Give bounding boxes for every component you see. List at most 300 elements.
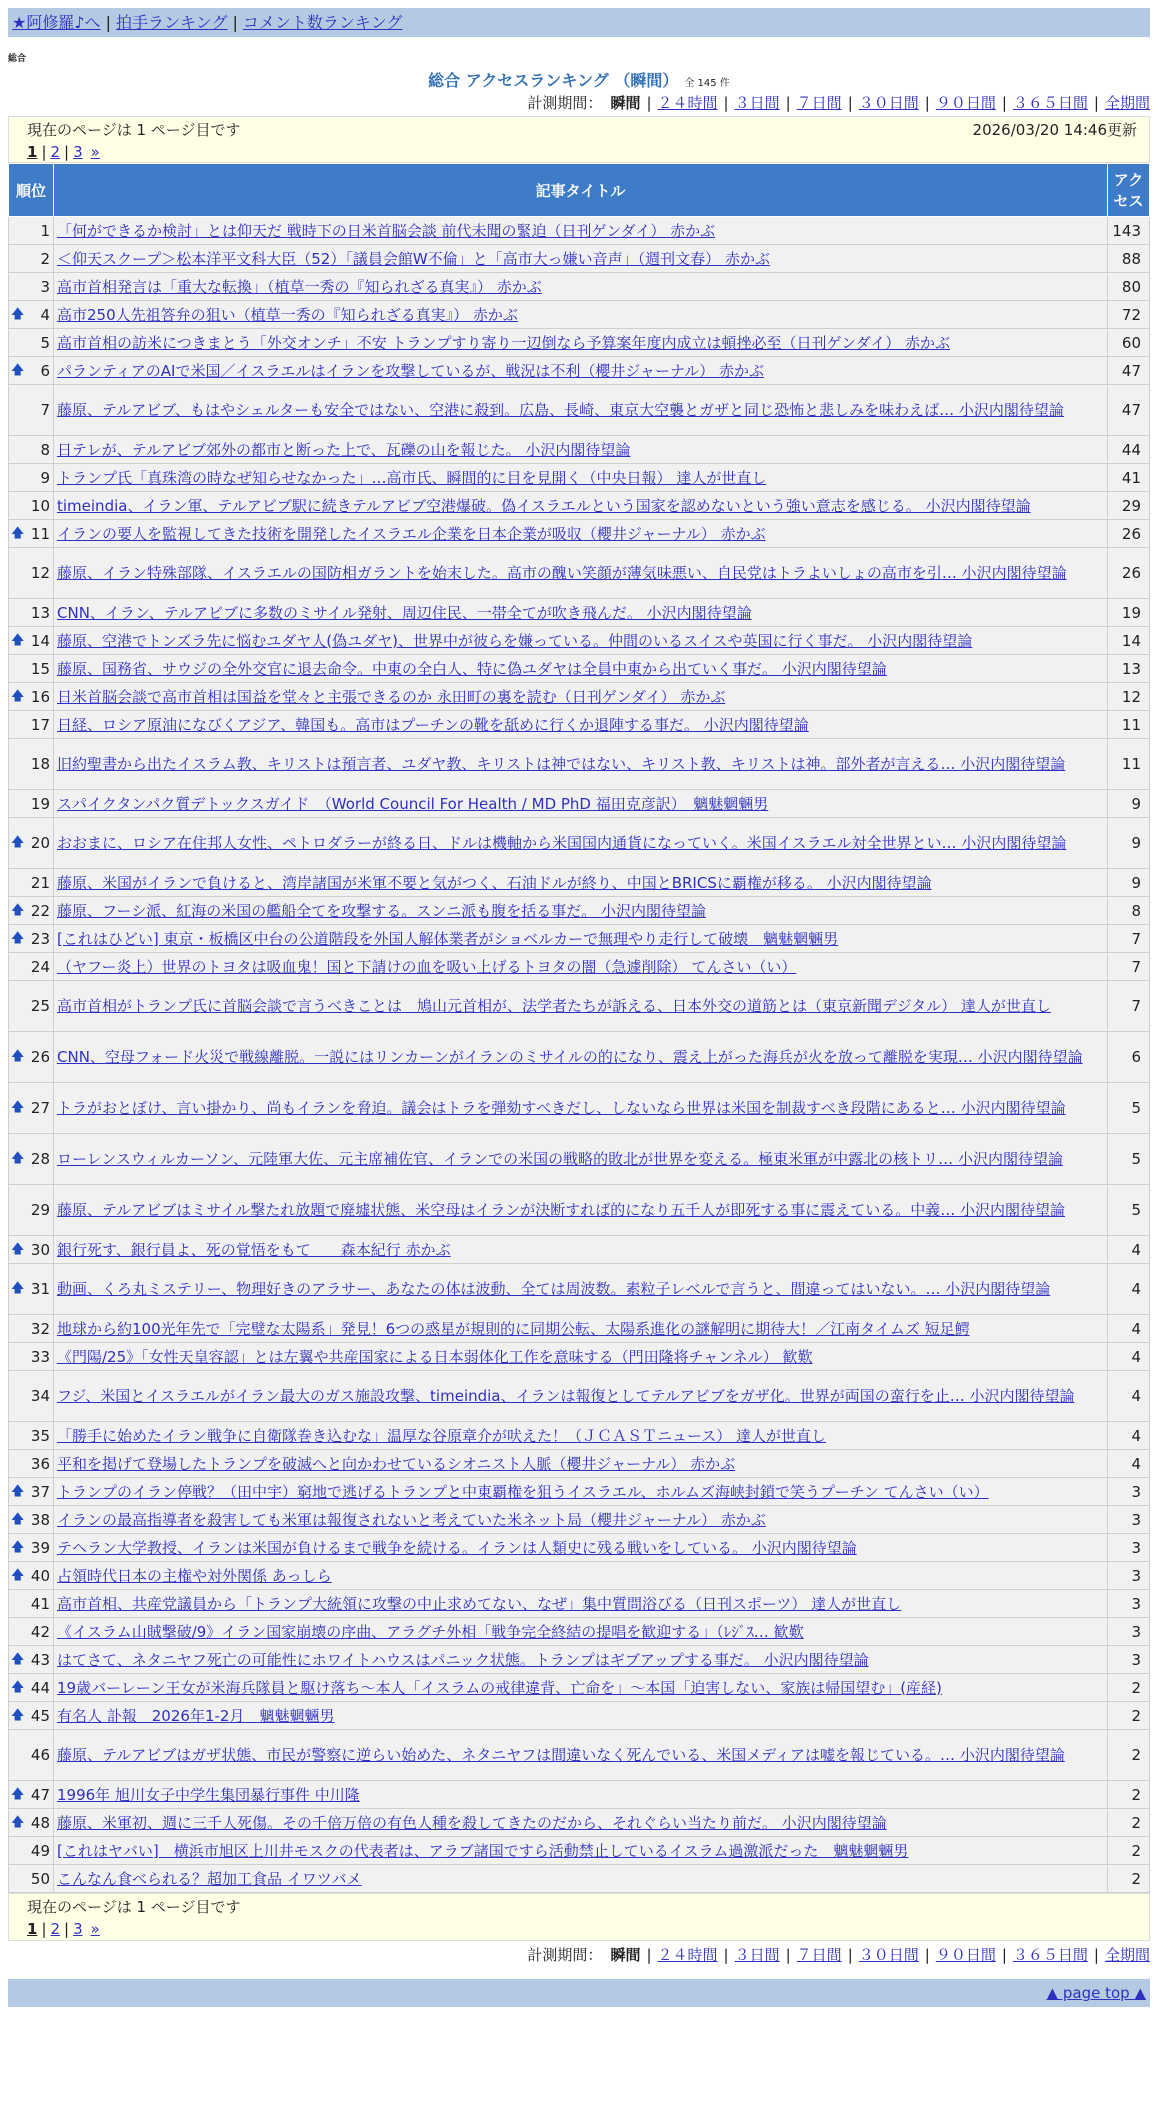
article-title-link[interactable]: ＜仰天スクープ＞松本洋平文科大臣（52）「議員会館W不倫」と「高市大っ嫌い音声」（週刊文春） 赤かぶ [57, 249, 770, 268]
rank-number: 19 [30, 794, 50, 813]
table-row [9, 520, 1150, 548]
article-title-link[interactable]: おおまに、ロシア在住邦人女性、ペトロダラーが終る日、ドルは機軸から米国国内通貨になっていく。米国イスラエル対全世界とい… 小沢内閣待望論 [57, 834, 1067, 852]
access-count: 29 [1108, 492, 1150, 520]
period-24h-link[interactable]: ２４時間 [657, 1946, 718, 1964]
rank-up-arrow-icon: 🡅 [11, 1567, 25, 1583]
access-count: 3 [1108, 1478, 1150, 1506]
rank-cell [9, 790, 54, 818]
article-title-link[interactable]: CNN、空母フォード火災で戦線離脱。一説にはリンカーンがイランのミサイルの的になり、震え上がった海兵が火を放って離脱を実現… 小沢内閣待望論 [57, 1048, 1083, 1066]
rank-cell [9, 1371, 54, 1422]
title-cell [54, 1590, 1108, 1618]
access-count: 3 [1108, 1590, 1150, 1618]
access-count: 44 [1108, 436, 1150, 464]
rank-cell [9, 357, 54, 385]
rank-cell [9, 1450, 54, 1478]
article-title-link[interactable]: 藤原、テルアビブはミサイル撃たれ放題で廃墟状態、米空母はイランが決断すれば的になり五千人が即死する事に震えている。中義… 小沢内閣待望論 [57, 1201, 1065, 1219]
article-title-link[interactable]: 藤原、空港でトンズラ先に悩むユダヤ人(偽ユダヤ)、世界中が彼らを嫌っている。仲間のいるスイスや英国に行く事だ。 小沢内閣待望論 [57, 631, 973, 650]
table-row [9, 953, 1150, 981]
rank-cell [9, 897, 54, 925]
table-row [9, 1506, 1150, 1534]
rank-number: 46 [30, 1746, 50, 1764]
table-row [9, 739, 1150, 790]
article-title-link[interactable]: パランティアのAIで米国／イスラエルはイランを攻撃しているが、戦況は不利（櫻井ジャーナル） 赤かぶ [57, 361, 765, 380]
title-cell [54, 1618, 1108, 1646]
title-cell [54, 1032, 1108, 1083]
access-count: 13 [1108, 655, 1150, 683]
rank-up-arrow-icon: 🡅 [11, 1786, 25, 1802]
rank-number: 6 [40, 361, 50, 380]
article-title-link[interactable]: （ヤフー炎上）世界のトヨタは吸血鬼！国と下請けの血を吸い上げるトヨタの闇（急遽削除） てんさい（い） [57, 957, 797, 976]
access-count: 3 [1108, 1506, 1150, 1534]
article-title-link[interactable]: 平和を掲げて登場したトランプを破滅へと向かわせているシオニスト人脈（櫻井ジャーナル） 赤かぶ [57, 1454, 736, 1473]
access-count: 2 [1108, 1674, 1150, 1702]
access-count: 2 [1108, 1702, 1150, 1730]
rank-cell [9, 520, 54, 548]
rank-up-arrow-icon: 🡅 [11, 1539, 25, 1555]
rank-up-arrow-icon: 🡅 [11, 362, 25, 378]
rank-number: 39 [30, 1538, 50, 1557]
rank-cell [9, 655, 54, 683]
period-current: 瞬間 [610, 1946, 641, 1964]
rank-number: 1 [40, 221, 50, 240]
article-title-link[interactable]: トランプのイラン停戦？（田中宇）窮地で逃げるトランプと中東覇権を狙うイスラエル、ホルムズ海峡封鎖で笑うプーチン てんさい（い） [57, 1482, 989, 1501]
access-count: 72 [1108, 301, 1150, 329]
table-row [9, 1315, 1150, 1343]
table-row [9, 385, 1150, 436]
article-title-link[interactable]: 藤原、国務省、サウジの全外交官に退去命令。中東の全白人、特に偽ユダヤは全員中東から出ていく事だ。 小沢内閣待望論 [57, 659, 887, 678]
next-page-link[interactable]: » [90, 1920, 100, 1938]
access-count: 2 [1108, 1809, 1150, 1837]
rank-number: 30 [30, 1240, 50, 1259]
rank-number: 8 [40, 440, 50, 459]
article-title-link[interactable]: トランプ氏「真珠湾の時なぜ知らせなかった」…高市氏、瞬間的に目を見開く（中央日報） 達人が世直し [57, 468, 767, 487]
table-row [9, 1730, 1150, 1781]
title-cell [54, 1236, 1108, 1264]
title-cell [54, 1315, 1108, 1343]
rank-up-arrow-icon: 🡅 [11, 1483, 25, 1499]
article-title-link[interactable]: 藤原、テルアビブ、もはやシェルターも安全ではない、空港に殺到。広島、長崎、東京大空襲とガザと同じ恐怖と悲しみを味わえば… 小沢内閣待望論 [57, 401, 1064, 419]
access-count: 3 [1108, 1534, 1150, 1562]
rank-number: 42 [30, 1622, 50, 1641]
table-row [9, 981, 1150, 1032]
article-title-link[interactable]: 19歳バーレーン王女が米海兵隊員と駆け落ち～本人「イスラムの戒律違背、亡命を」～本国「迫害しない、家族は帰国望む」(産経) [57, 1678, 942, 1697]
access-count: 47 [1108, 357, 1150, 385]
access-count: 88 [1108, 245, 1150, 273]
rank-number: 20 [30, 834, 50, 852]
rank-number: 16 [30, 687, 50, 706]
ranking-table [8, 163, 1150, 1893]
title-cell [54, 1646, 1108, 1674]
rank-up-arrow-icon: 🡅 [11, 930, 25, 946]
rank-cell [9, 627, 54, 655]
column-header-rank: 順位 [9, 164, 54, 217]
title-cell [54, 1134, 1108, 1185]
title-cell [54, 1506, 1108, 1534]
access-count: 4 [1108, 1450, 1150, 1478]
article-title-link[interactable]: フジ、米国とイスラエルがイラン最大のガス施設攻撃、timeindia、イランは報復としてテルアビブをガザ化。世界が両国の蛮行を止… 小沢内閣待望論 [57, 1387, 1075, 1405]
article-title-link[interactable]: こんなん食べられる？超加工食品 イワツバメ [57, 1869, 362, 1888]
period-current: 瞬間 [610, 94, 641, 112]
rank-number: 3 [40, 277, 50, 296]
period-365d-link[interactable]: ３６５日間 [1012, 94, 1088, 112]
category-label: 総合 [8, 54, 27, 64]
rank-number: 23 [30, 929, 50, 948]
rank-number: 35 [30, 1426, 50, 1445]
period-label: 計測期間： [527, 1946, 603, 1964]
table-row [9, 1032, 1150, 1083]
article-title-link[interactable]: 高市首相がトランプ氏に首脳会談で言うべきことは 鳩山元首相が、法学者たちが訴える、日本外交の道筋とは（東京新聞デジタル） 達人が世直し [57, 997, 1051, 1015]
title-cell [54, 1674, 1108, 1702]
title-cell [54, 1730, 1108, 1781]
period-7d-link[interactable]: ７日間 [796, 1946, 842, 1964]
table-row [9, 1809, 1150, 1837]
rank-cell [9, 1781, 54, 1809]
page-link-2[interactable]: 2 [50, 1920, 61, 1938]
access-count: 2 [1108, 1837, 1150, 1865]
rank-cell [9, 1478, 54, 1506]
access-count: 11 [1108, 739, 1150, 790]
article-title-link[interactable]: ローレンスウィルカーソン、元陸軍大佐、元主席補佐官、イランでの米国の戦略的敗北が世界を変える。極東米軍が中露北の核トリ… 小沢内閣待望論 [57, 1150, 1063, 1168]
article-title-link[interactable]: 藤原、米軍初、週に三千人死傷。その千倍万倍の有色人種を殺してきたのだから、それぐらい当たり前だ。 小沢内閣待望論 [57, 1813, 887, 1832]
rank-number: 29 [30, 1201, 50, 1219]
title-cell [54, 1422, 1108, 1450]
page-top-link[interactable]: ▲ page top ▲ [1046, 1984, 1146, 2002]
title-cell [54, 1837, 1108, 1865]
rank-cell [9, 1730, 54, 1781]
rank-cell [9, 548, 54, 599]
title-cell [54, 357, 1108, 385]
article-title-link[interactable]: 高市首相、共産党議員から「トランプ大統領に攻撃の中止求めてない、なぜ」集中質問浴びる（日刊スポーツ） 達人が世直し [57, 1594, 902, 1613]
title-cell [54, 273, 1108, 301]
rank-number: 14 [30, 631, 50, 650]
rank-up-arrow-icon: 🡅 [11, 1511, 25, 1527]
title-cell [54, 245, 1108, 273]
title-cell [54, 1450, 1108, 1478]
rank-number: 45 [30, 1706, 50, 1725]
rank-cell [9, 1865, 54, 1893]
title-cell [54, 436, 1108, 464]
period-30d-link[interactable]: ３０日間 [858, 94, 919, 112]
article-title-link[interactable]: スパイクタンパク質デトックスガイド （World Council For Health / MD PhD 福田克彦訳） 魑魅魍魎男 [57, 794, 769, 813]
article-title-link[interactable]: [これはヤバい] 横浜市旭区上川井モスクの代表者は、アラブ諸国ですら活動禁止しているイスラム過激派だった 魑魅魍魎男 [57, 1841, 909, 1860]
separator: | [232, 13, 238, 32]
rank-number: 50 [30, 1869, 50, 1888]
title-cell [54, 1478, 1108, 1506]
page-current: 1 [27, 143, 38, 161]
article-title-link[interactable]: 有名人 訃報 2026年1-2月 魑魅魍魎男 [57, 1706, 335, 1725]
title-cell [54, 1562, 1108, 1590]
article-title-link[interactable]: 銀行死す、銀行員よ、死の覚悟をもて 森本紀行 赤かぶ [57, 1240, 451, 1259]
table-row [9, 1422, 1150, 1450]
period-all-link[interactable]: 全期間 [1104, 94, 1150, 112]
article-title-link[interactable]: 動画、くろ丸ミステリー、物理好きのアラサー、あなたの体は波動、全ては周波数。素粒子レベルで言うと、間違ってはいない。… 小沢内閣待望論 [57, 1280, 1051, 1298]
pager-top: 現在のページは 1 ページ目です 2026/03/20 14:46更新 1 | 2 | 3 » [8, 116, 1150, 163]
article-title-link[interactable]: トラがおとぼけ、言い掛かり、尚もイランを脅迫。議会はトラを弾劾すべきだし、しないなら世界は米国を制裁すべき段階にあると… 小沢内閣待望論 [57, 1099, 1066, 1117]
article-title-link[interactable]: 《イスラム山賊撃破/9》イラン国家崩壊の序曲、アラグチ外相「戦争完全終結の提唱を歓迎する」（ﾚｼﾞｽ… 歓歎 [57, 1622, 804, 1641]
rank-up-arrow-icon: 🡅 [11, 525, 25, 541]
article-title-link[interactable]: 高市250人先祖答弁の狙い（植草一秀の『知られざる真実』） 赤かぶ [57, 305, 518, 324]
rank-cell [9, 1618, 54, 1646]
bottom-bar [8, 1979, 1150, 2007]
rank-cell [9, 1422, 54, 1450]
rank-cell [9, 1702, 54, 1730]
table-row [9, 492, 1150, 520]
rank-number: 27 [30, 1099, 50, 1117]
article-title-link[interactable]: 藤原、テルアビブはガザ状態、市民が警察に逆らい始めた、ネタニヤフは間違いなく死んでいる、米国メディアは嘘を報じている。… 小沢内閣待望論 [57, 1746, 1065, 1764]
rank-number: 37 [30, 1482, 50, 1501]
access-count: 80 [1108, 273, 1150, 301]
ranking-rows [9, 217, 1150, 1893]
period-90d-link[interactable]: ９０日間 [935, 94, 996, 112]
table-row [9, 464, 1150, 492]
rank-up-arrow-icon: 🡅 [11, 1814, 25, 1830]
rank-number: 17 [30, 715, 50, 734]
rank-cell [9, 953, 54, 981]
access-count: 4 [1108, 1422, 1150, 1450]
rank-number: 38 [30, 1510, 50, 1529]
rank-number: 41 [30, 1594, 50, 1613]
column-header-title: 記事タイトル [54, 164, 1108, 217]
access-count: 7 [1108, 953, 1150, 981]
title-cell [54, 301, 1108, 329]
rank-number: 33 [30, 1347, 50, 1366]
access-count: 41 [1108, 464, 1150, 492]
title-cell [54, 1264, 1108, 1315]
rank-cell [9, 492, 54, 520]
access-count: 5 [1108, 1185, 1150, 1236]
rank-number: 36 [30, 1454, 50, 1473]
table-row [9, 1646, 1150, 1674]
access-count: 6 [1108, 1032, 1150, 1083]
title-cell [54, 739, 1108, 790]
article-title-link[interactable]: 占領時代日本の主権や対外関係 あっしら [57, 1566, 332, 1585]
rank-cell [9, 1236, 54, 1264]
table-row [9, 1371, 1150, 1422]
rank-number: 26 [30, 1048, 50, 1066]
rank-cell [9, 1032, 54, 1083]
rank-number: 21 [30, 873, 50, 892]
period-7d-link[interactable]: ７日間 [796, 94, 842, 112]
rank-number: 34 [30, 1387, 50, 1405]
table-row [9, 1185, 1150, 1236]
table-row [9, 1562, 1150, 1590]
article-title-link[interactable]: 「何ができるか検討」とは仰天だ 戦時下の日米首脳会談 前代未聞の緊迫（日刊ゲンダイ） 赤かぶ [57, 221, 716, 240]
rank-cell [9, 981, 54, 1032]
title-cell [54, 1809, 1108, 1837]
article-title-link[interactable]: 藤原、イラン特殊部隊、イスラエルの国防相ガラントを始末した。高市の醜い笑顔が薄気味悪い、自民党はトラよいしょの高市を引… 小沢内閣待望論 [57, 564, 1067, 582]
article-title-link[interactable]: イランの要人を監視してきた技術を開発したイスラエル企業を日本企業が吸収（櫻井ジャーナル） 赤かぶ [57, 524, 766, 543]
page-title: 総合 アクセスランキング （瞬間） [428, 71, 679, 90]
rank-number: 40 [30, 1566, 50, 1585]
rank-number: 4 [40, 305, 50, 324]
current-page-text: 現在のページは 1 ページ目です [27, 1898, 241, 1916]
table-row [9, 925, 1150, 953]
next-page-link[interactable]: » [90, 143, 100, 161]
title-cell [54, 981, 1108, 1032]
access-count: 4 [1108, 1343, 1150, 1371]
period-24h-link[interactable]: ２４時間 [657, 94, 718, 112]
title-cell [54, 1343, 1108, 1371]
rank-number: 28 [30, 1150, 50, 1168]
access-count: 26 [1108, 548, 1150, 599]
page-link-2[interactable]: 2 [50, 143, 61, 161]
rank-number: 32 [30, 1319, 50, 1338]
rank-number: 31 [30, 1280, 50, 1298]
article-title-link[interactable]: テヘラン大学教授、イランは米国が負けるまで戦争を続ける。イランは人類史に残る戦いをしている。 小沢内閣待望論 [57, 1538, 857, 1557]
access-count: 26 [1108, 520, 1150, 548]
rank-number: 25 [30, 997, 50, 1015]
article-title-link[interactable]: はてさて、ネタニヤフ死亡の可能性にホワイトハウスはパニック状態。トランプはギブアップする事だ。 小沢内閣待望論 [57, 1650, 869, 1669]
total-count: 全 145 件 [684, 78, 730, 89]
period-all-link[interactable]: 全期間 [1104, 1946, 1150, 1964]
title-cell [54, 1185, 1108, 1236]
article-title-link[interactable]: 日米首脳会談で高市首相は国益を堂々と主張できるのか 永田町の裏を読む（日刊ゲンダイ） 赤かぶ [57, 687, 726, 706]
access-count: 2 [1108, 1865, 1150, 1893]
period-30d-link[interactable]: ３０日間 [858, 1946, 919, 1964]
title-cell [54, 1781, 1108, 1809]
table-row [9, 897, 1150, 925]
rank-number: 49 [30, 1841, 50, 1860]
period-3d-link[interactable]: ３日間 [734, 1946, 780, 1964]
home-link[interactable]: ★阿修羅♪へ [12, 13, 101, 32]
period-90d-link[interactable]: ９０日間 [935, 1946, 996, 1964]
title-cell [54, 520, 1108, 548]
access-count: 8 [1108, 897, 1150, 925]
comment-ranking-link[interactable]: コメント数ランキング [242, 13, 403, 32]
rank-cell [9, 1534, 54, 1562]
rank-number: 12 [30, 564, 50, 582]
table-row [9, 790, 1150, 818]
table-row [9, 1134, 1150, 1185]
access-count: 4 [1108, 1264, 1150, 1315]
rank-cell [9, 869, 54, 897]
access-count: 9 [1108, 869, 1150, 897]
title-cell [54, 790, 1108, 818]
rank-number: 15 [30, 659, 50, 678]
access-count: 60 [1108, 329, 1150, 357]
table-row [9, 869, 1150, 897]
top-navigation-bar [8, 8, 1150, 37]
updated-timestamp: 2026/03/20 14:46更新 [972, 121, 1137, 139]
rank-cell [9, 436, 54, 464]
rank-up-arrow-icon: 🡅 [11, 1679, 25, 1695]
access-count: 5 [1108, 1083, 1150, 1134]
table-row [9, 548, 1150, 599]
table-row [9, 1343, 1150, 1371]
article-title-link[interactable]: 藤原、フーシ派、紅海の米国の艦船全てを攻撃する。スンニ派も腹を括る事だ。 小沢内閣待望論 [57, 901, 707, 920]
article-title-link[interactable]: 高市首相の訪米につきまとう「外交オンチ」不安 トランプすり寄り一辺倒なら予算案年度内成立は頓挫必至（日刊ゲンダイ） 赤かぶ [57, 333, 951, 352]
rank-up-arrow-icon: 🡅 [11, 1707, 25, 1723]
title-cell [54, 897, 1108, 925]
rank-up-arrow-icon: 🡅 [11, 632, 25, 648]
pager-bottom: 現在のページは 1 ページ目です 1 | 2 | 3 » [8, 1893, 1150, 1941]
column-header-access: アクセス [1108, 164, 1150, 217]
title-cell [54, 492, 1108, 520]
article-title-link[interactable]: 日テレが、テルアビブ郊外の都市と断った上で、瓦礫の山を報じた。 小沢内閣待望論 [57, 440, 631, 459]
rank-cell [9, 818, 54, 869]
access-count: 4 [1108, 1371, 1150, 1422]
article-title-link[interactable]: CNN、イラン、テルアビブに多数のミサイル発射、周辺住民、一帯全てが吹き飛んだ。 小沢内閣待望論 [57, 603, 752, 622]
access-count: 12 [1108, 683, 1150, 711]
table-row [9, 818, 1150, 869]
rank-up-arrow-icon: 🡅 [11, 1281, 25, 1296]
rank-cell [9, 329, 54, 357]
title-cell [54, 329, 1108, 357]
article-title-link[interactable]: timeindia、イラン軍、テルアビブ駅に続きテルアビブ空港爆破。偽イスラエルという国家を認めないという強い意志を感じる。 小沢内閣待望論 [57, 496, 1031, 515]
period-365d-link[interactable]: ３６５日間 [1012, 1946, 1088, 1964]
title-cell [54, 627, 1108, 655]
article-title-link[interactable]: 高市首相発言は「重大な転換」（植草一秀の『知られざる真実』） 赤かぶ [57, 277, 542, 296]
table-row [9, 1264, 1150, 1315]
table-row [9, 245, 1150, 273]
rank-cell [9, 1315, 54, 1343]
separator: | [105, 13, 111, 32]
table-row [9, 1837, 1150, 1865]
page-link-3[interactable]: 3 [73, 1920, 83, 1938]
rank-up-arrow-icon: 🡅 [11, 688, 25, 704]
article-title-link[interactable]: 1996年 旭川女子中学生集団暴行事件 中川隆 [57, 1785, 360, 1804]
access-count: 143 [1108, 217, 1150, 245]
rank-cell [9, 273, 54, 301]
title-cell [54, 953, 1108, 981]
title-cell [54, 1702, 1108, 1730]
rank-cell [9, 1134, 54, 1185]
table-row [9, 1702, 1150, 1730]
access-count: 14 [1108, 627, 1150, 655]
rank-cell [9, 1590, 54, 1618]
article-title-link[interactable]: 《門陽/25》「女性天皇容認」とは左翼や共産国家による日本弱体化工作を意味する（門田隆将チャンネル） 歓歎 [57, 1347, 813, 1366]
table-row [9, 1236, 1150, 1264]
article-title-link[interactable]: [これはひどい] 東京・板橋区中台の公道階段を外国人解体業者がショベルカーで無理やり走行して破壊 魑魅魍魎男 [57, 929, 839, 948]
rank-cell [9, 1562, 54, 1590]
article-title-link[interactable]: 日経、ロシア原油になびくアジア、韓国も。高市はプーチンの靴を舐めに行くか退陣する事だ。 小沢内閣待望論 [57, 715, 809, 734]
table-row [9, 273, 1150, 301]
access-count: 3 [1108, 1618, 1150, 1646]
period-selector: 計測期間： 瞬間 | ２４時間 | ３日間 | ７日間 | ３０日間 | ９０日間 | ３６５日間 | 全期間 [527, 94, 1150, 112]
table-row [9, 357, 1150, 385]
article-title-link[interactable]: イランの最高指導者を殺害しても米軍は報復されないと考えていた米ネット局（櫻井ジャーナル） 赤かぶ [57, 1510, 766, 1529]
title-cell [54, 683, 1108, 711]
title-cell [54, 548, 1108, 599]
period-selector-bottom: 計測期間： 瞬間 | ２４時間 | ３日間 | ７日間 | ３０日間 | ９０日間 | ３６５日間 | 全期間 [527, 1946, 1150, 1964]
access-count: 7 [1108, 925, 1150, 953]
page-link-3[interactable]: 3 [73, 143, 83, 161]
rank-up-arrow-icon: 🡅 [11, 1049, 25, 1064]
rank-number: 10 [30, 496, 50, 515]
article-title-link[interactable]: 旧約聖書から出たイスラム教、キリストは預言者、ユダヤ教、キリストは神ではない、キリスト教、キリストは神。部外者が言える… 小沢内閣待望論 [57, 755, 1066, 773]
rank-cell [9, 217, 54, 245]
access-count: 19 [1108, 599, 1150, 627]
access-count: 9 [1108, 790, 1150, 818]
article-title-link[interactable]: 「勝手に始めたイラン戦争に自衛隊巻き込むな」温厚な谷原章介が吠えた！（ＪＣＡＳＴニュース） 達人が世直し [57, 1426, 827, 1445]
article-title-link[interactable]: 地球から約100光年先で「完璧な太陽系」発見！6つの惑星が規則的に同期公転、太陽系進化の謎解明に期待大！／江南タイムズ 短足鰐 [57, 1319, 970, 1338]
rank-up-arrow-icon: 🡅 [11, 902, 25, 918]
title-cell [54, 925, 1108, 953]
table-row [9, 1674, 1150, 1702]
title-cell [54, 869, 1108, 897]
table-row [9, 1534, 1150, 1562]
access-count: 7 [1108, 981, 1150, 1032]
period-3d-link[interactable]: ３日間 [734, 94, 780, 112]
clap-ranking-link[interactable]: 拍手ランキング [115, 13, 228, 32]
rank-cell [9, 1264, 54, 1315]
table-row [9, 711, 1150, 739]
rank-number: 18 [30, 755, 50, 773]
article-title-link[interactable]: 藤原、米国がイランで負けると、湾岸諸国が米軍不要と気がつく、石油ドルが終り、中国とBRICSに覇権が移る。 小沢内閣待望論 [57, 873, 932, 892]
rank-up-arrow-icon: 🡅 [11, 1100, 25, 1115]
table-row [9, 599, 1150, 627]
table-row [9, 1478, 1150, 1506]
